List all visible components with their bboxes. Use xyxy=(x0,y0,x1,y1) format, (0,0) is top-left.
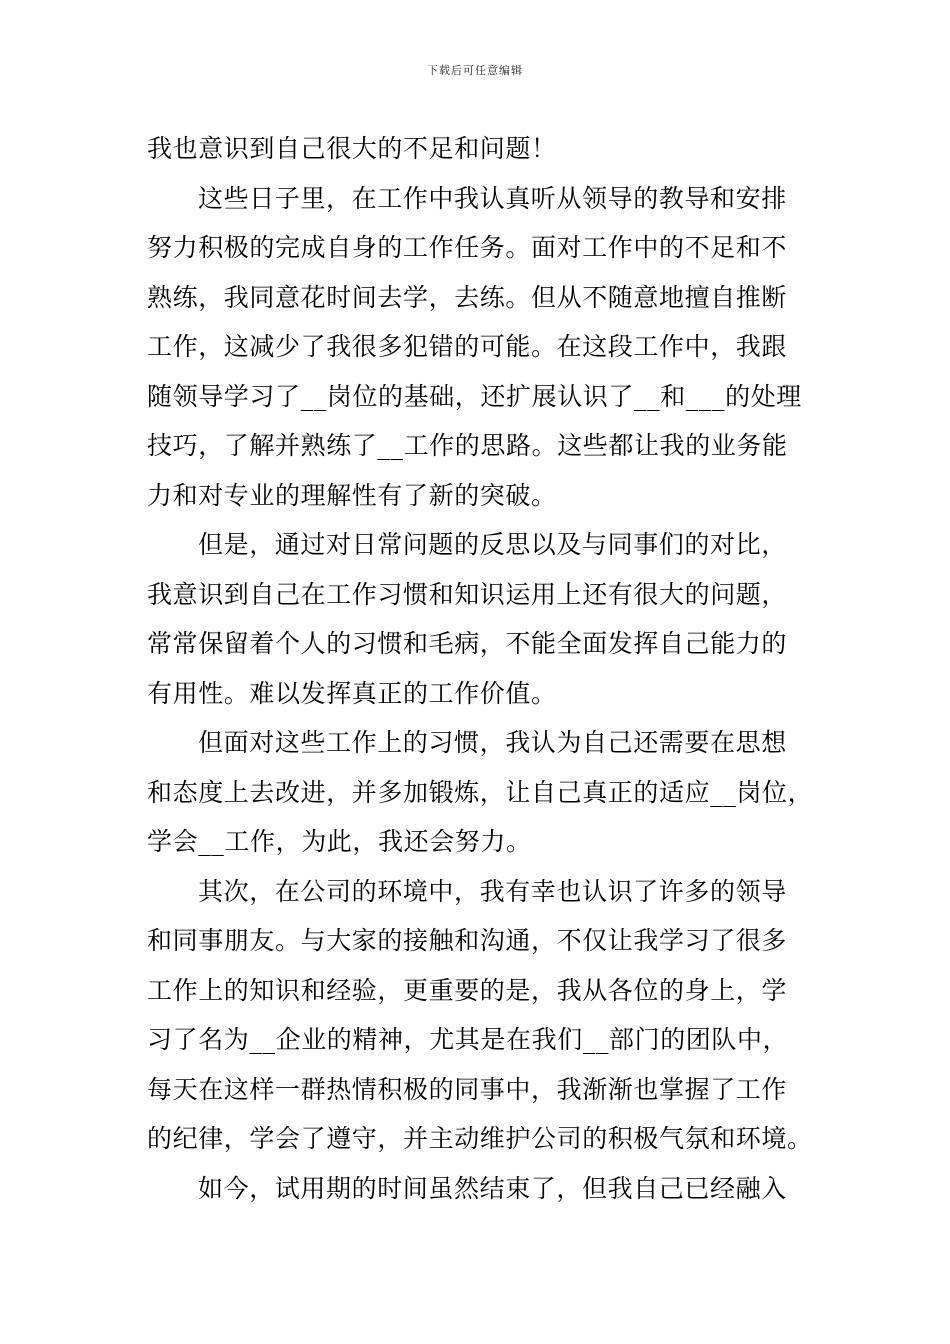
text-line: 努力积极的完成自身的工作任务。面对工作中的不足和不 xyxy=(147,233,788,262)
text-line: 其次，在公司的环境中，我有幸也认识了许多的领导 xyxy=(198,876,787,906)
text-line: 工作，这减少了我很多犯错的可能。在这段工作中，我跟 xyxy=(147,332,788,361)
text-line: 熟练，我同意花时间去学，去练。但从不随意地擅自推断 xyxy=(147,282,788,312)
text-line: 随领导学习了__岗位的基础，还扩展认识了__和___的处理 xyxy=(147,381,802,411)
text-line: 我意识到自己在工作习惯和知识运用上还有很大的问题， xyxy=(147,579,788,609)
text-line: 和同事朋友。与大家的接触和沟通，不仅让我学习了很多 xyxy=(147,926,788,955)
text-line: 我也意识到自己很大的不足和问题！ xyxy=(147,134,557,163)
text-line: 的纪律，学会了遵守，并主动维护公司的积极气氛和环境。 xyxy=(147,1124,813,1153)
text-line: 有用性。难以发挥真正的工作价值。 xyxy=(147,678,557,708)
text-line: 力和对专业的理解性有了新的突破。 xyxy=(147,480,557,510)
text-line: 每天在这样一群热情积极的同事中，我渐渐也掌握了工作 xyxy=(147,1074,788,1104)
text-line: 习了名为__企业的精神，尤其是在我们__部门的团队中， xyxy=(147,1025,789,1054)
text-line: 如今，试用期的时间虽然结束了，但我自己已经融入 xyxy=(198,1173,787,1203)
document-body xyxy=(147,124,827,1213)
text-line: 常常保留着个人的习惯和毛病，不能全面发挥自己能力的 xyxy=(147,629,788,658)
text-line: 工作上的知识和经验，更重要的是，我从各位的身上，学 xyxy=(147,975,788,1005)
text-line: 但面对这些工作上的习惯，我认为自己还需要在思想 xyxy=(198,728,787,757)
text-line: 技巧，了解并熟练了__工作的思路。这些都让我的业务能 xyxy=(147,431,788,460)
text-line: 这些日子里，在工作中我认真听从领导的教导和安排 xyxy=(198,183,787,213)
text-line: 和态度上去改进，并多加锻炼，让自己真正的适应__岗位， xyxy=(147,777,814,807)
text-line: 但是，通过对日常问题的反思以及与同事们的对比， xyxy=(198,530,787,559)
page-header: 下载后可任意编辑 xyxy=(427,64,523,77)
text-line: 学会__工作，为此，我还会努力。 xyxy=(147,827,532,856)
